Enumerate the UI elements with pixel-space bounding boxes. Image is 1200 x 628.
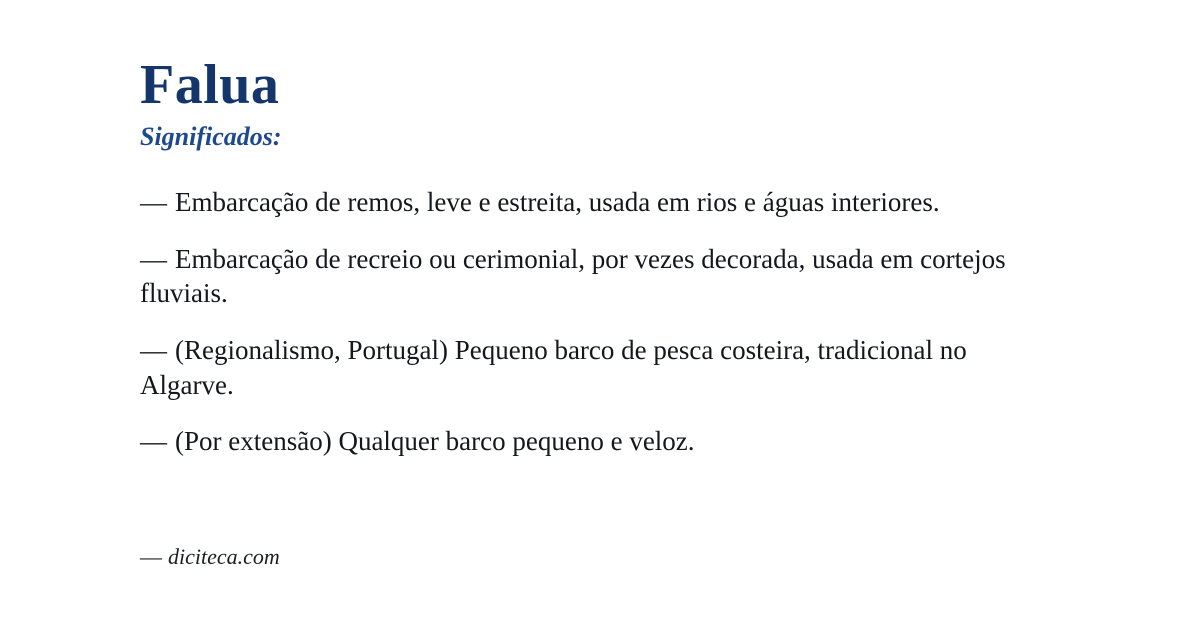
definition-text: (Por extensão) Qualquer barco pequeno e veloz. xyxy=(175,426,695,457)
list-item xyxy=(140,333,1060,402)
em-dash-marker: — xyxy=(140,426,167,457)
page-title: Falua xyxy=(140,54,280,116)
em-dash-marker: — xyxy=(140,335,167,366)
definition-text: (Regionalismo, Portugal) Pequeno barco de pesca costeira, tradicional no Algarve. xyxy=(140,335,967,400)
em-dash-marker: — xyxy=(140,187,167,218)
list-item xyxy=(140,242,1060,311)
list-item xyxy=(140,424,1060,459)
em-dash-marker: — xyxy=(140,243,167,274)
definition-text: Embarcação de recreio ou cerimonial, por vezes decorada, usada em cortejos fluviais. xyxy=(140,243,1006,309)
definition-text: Embarcação de remos, leve e estreita, usada em rios e águas interiores. xyxy=(175,187,940,218)
list-item xyxy=(140,185,1060,220)
source-name: diciteca.com xyxy=(168,544,280,569)
section-label: Significados: xyxy=(140,121,282,151)
definition-list xyxy=(140,185,1060,458)
source-attribution xyxy=(140,544,280,570)
em-dash-marker: — xyxy=(140,544,162,569)
